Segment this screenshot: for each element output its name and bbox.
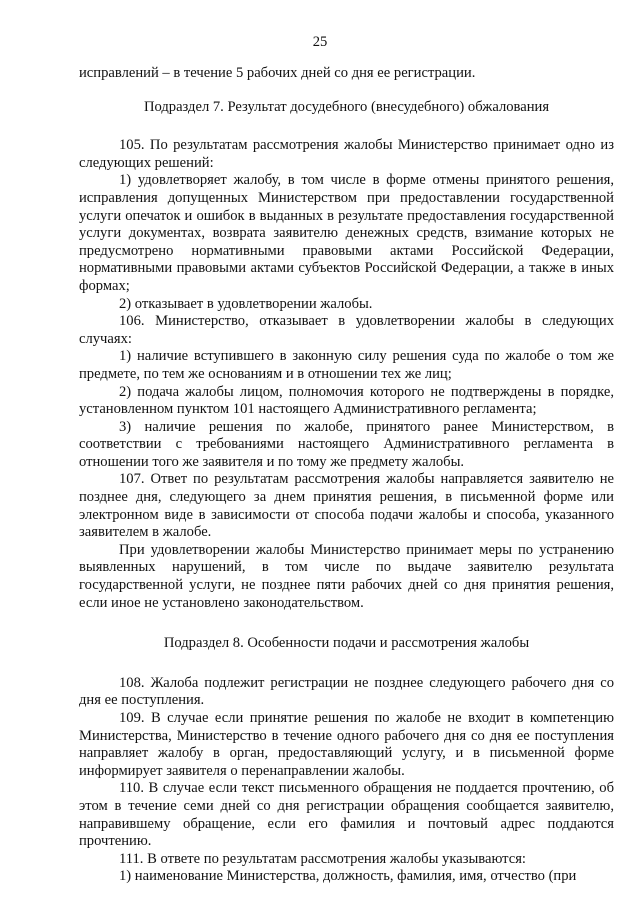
- paragraph-106: 106. Министерство, отказывает в удовлетворении жалобы в следующих случаях:: [79, 313, 614, 347]
- paragraph-109: 109. В случае если принятие решения по жалобе не входит в компетенцию Министерства, Министерство в течение одного рабочего дня со дня ее поступления направляет жалобу в орган, предоставляющий услугу, и в письменной форме информирует заявителя о перенаправлении жалобы.: [79, 710, 614, 779]
- subsection-7-heading: Подраздел 7. Результат досудебного (внесудебного) обжалования: [143, 98, 550, 115]
- paragraph-108: 108. Жалоба подлежит регистрации не позднее следующего рабочего дня со дня ее поступления.: [79, 674, 614, 709]
- paragraph-105-item-1: 1) удовлетворяет жалобу, в том числе в форме отмены принятого решения, исправления допущенных Министерством при предоставлении государственной услуги опечаток и ошибок в выданных в результате предоставления государственной услуги документах, возврата заявителю денежных средств, взимание которых не предусмотрено нормативными правовыми актами Российской Федерации, нормативными правовыми актами субъектов Российской Федерации, а также в иных формах;: [79, 172, 614, 294]
- paragraph-111-item-1: 1) наименование Министерства, должность, фамилия, имя, отчество (при: [119, 868, 577, 885]
- paragraph-107-continued: При удовлетворении жалобы Министерство принимает меры по устранению выявленных нарушений, в том числе по выдаче заявителю результата государственной услуги, не позднее пяти рабочих дней со дня принятия решения, если иное не установлено законодательством.: [79, 541, 614, 611]
- paragraph-111: 111. В ответе по результатам рассмотрения жалобы указываются:: [119, 850, 526, 867]
- paragraph-105-item-2: 2) отказывает в удовлетворении жалобы.: [119, 295, 373, 312]
- paragraph-106-item-1: 1) наличие вступившего в законную силу решения суда по жалобе о том же предмете, по тем же основаниям и в отношении тех же лиц;: [79, 348, 614, 382]
- page-number: 25: [312, 34, 328, 50]
- page-content: [79, 65, 614, 886]
- lead-paragraph: исправлений – в течение 5 рабочих дней со дня ее регистрации.: [79, 65, 476, 81]
- paragraph-106-item-2: 2) подача жалобы лицом, полномочия которого не подтверждены в порядке, установленном пунктом 101 настоящего Административного регламента;: [79, 383, 614, 418]
- subsection-8-heading: Подраздел 8. Особенности подачи и рассмотрения жалобы: [163, 635, 530, 652]
- paragraph-110: 110. В случае если текст письменного обращения не поддается прочтению, об этом в течение семи дней со дня регистрации обращения сообщается заявителю, направившему обращение, если его фамилия и почтовый адрес поддаются прочтению.: [79, 780, 614, 850]
- paragraph-105: 105. По результатам рассмотрения жалобы Министерство принимает одно из следующих решений:: [79, 137, 614, 171]
- paragraph-107: 107. Ответ по результатам рассмотрения жалобы направляется заявителю не позднее дня, следующего за днем принятия решения, в письменной форме или электронном виде в зависимости от способа подачи жалобы и способа, указанного заявителем в жалобе.: [79, 471, 614, 541]
- paragraph-106-item-3: 3) наличие решения по жалобе, принятого ранее Министерством, в соответствии с требованиями настоящего Административного регламента в отношении того же заявителя и по тому же предмету жалобы.: [79, 418, 614, 470]
